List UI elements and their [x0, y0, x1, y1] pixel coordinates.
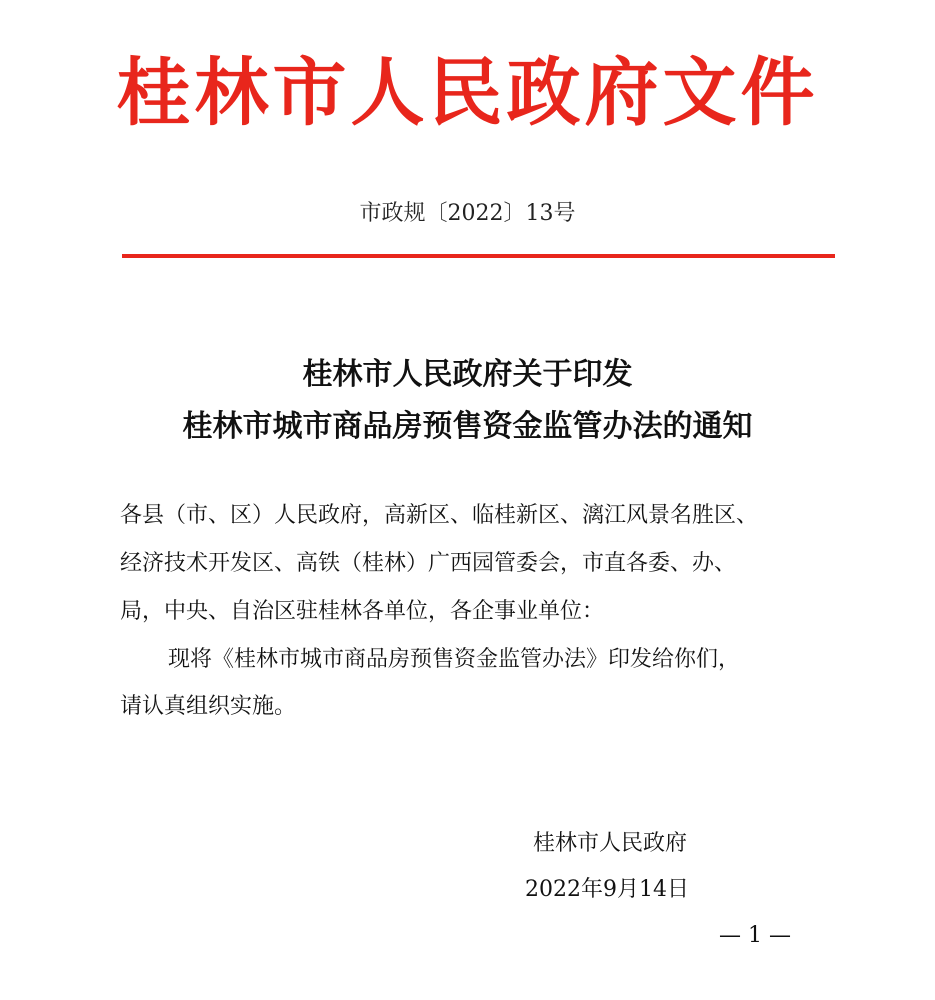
notice-title-line-1: 桂林市人民政府关于印发 [302, 357, 633, 392]
page-number: — 1 — [719, 923, 791, 948]
document-header-title: 桂林市人民政府文件 [116, 50, 819, 136]
signature-date: 2022年9月14日 [525, 877, 689, 902]
body-text-line: 经济技术开发区、高铁（桂林）广西园管委会，市直各委、办、 [120, 551, 737, 576]
document-number: 市政规〔2022〕13号 [359, 201, 576, 226]
body-text-line: 现将《桂林市城市商品房预售资金监管办法》印发给你们， [168, 647, 741, 672]
body-text-line: 局，中央、自治区驻桂林各单位，各企事业单位： [120, 599, 605, 624]
body-text-line: 各县（市、区）人民政府，高新区、临桂新区、漓江风景名胜区、 [120, 503, 759, 528]
red-divider-line [122, 254, 835, 258]
signature-organization: 桂林市人民政府 [533, 831, 688, 856]
body-text-line: 请认真组织实施。 [120, 694, 297, 719]
notice-title-line-2: 桂林市城市商品房预售资金监管办法的通知 [182, 409, 753, 444]
